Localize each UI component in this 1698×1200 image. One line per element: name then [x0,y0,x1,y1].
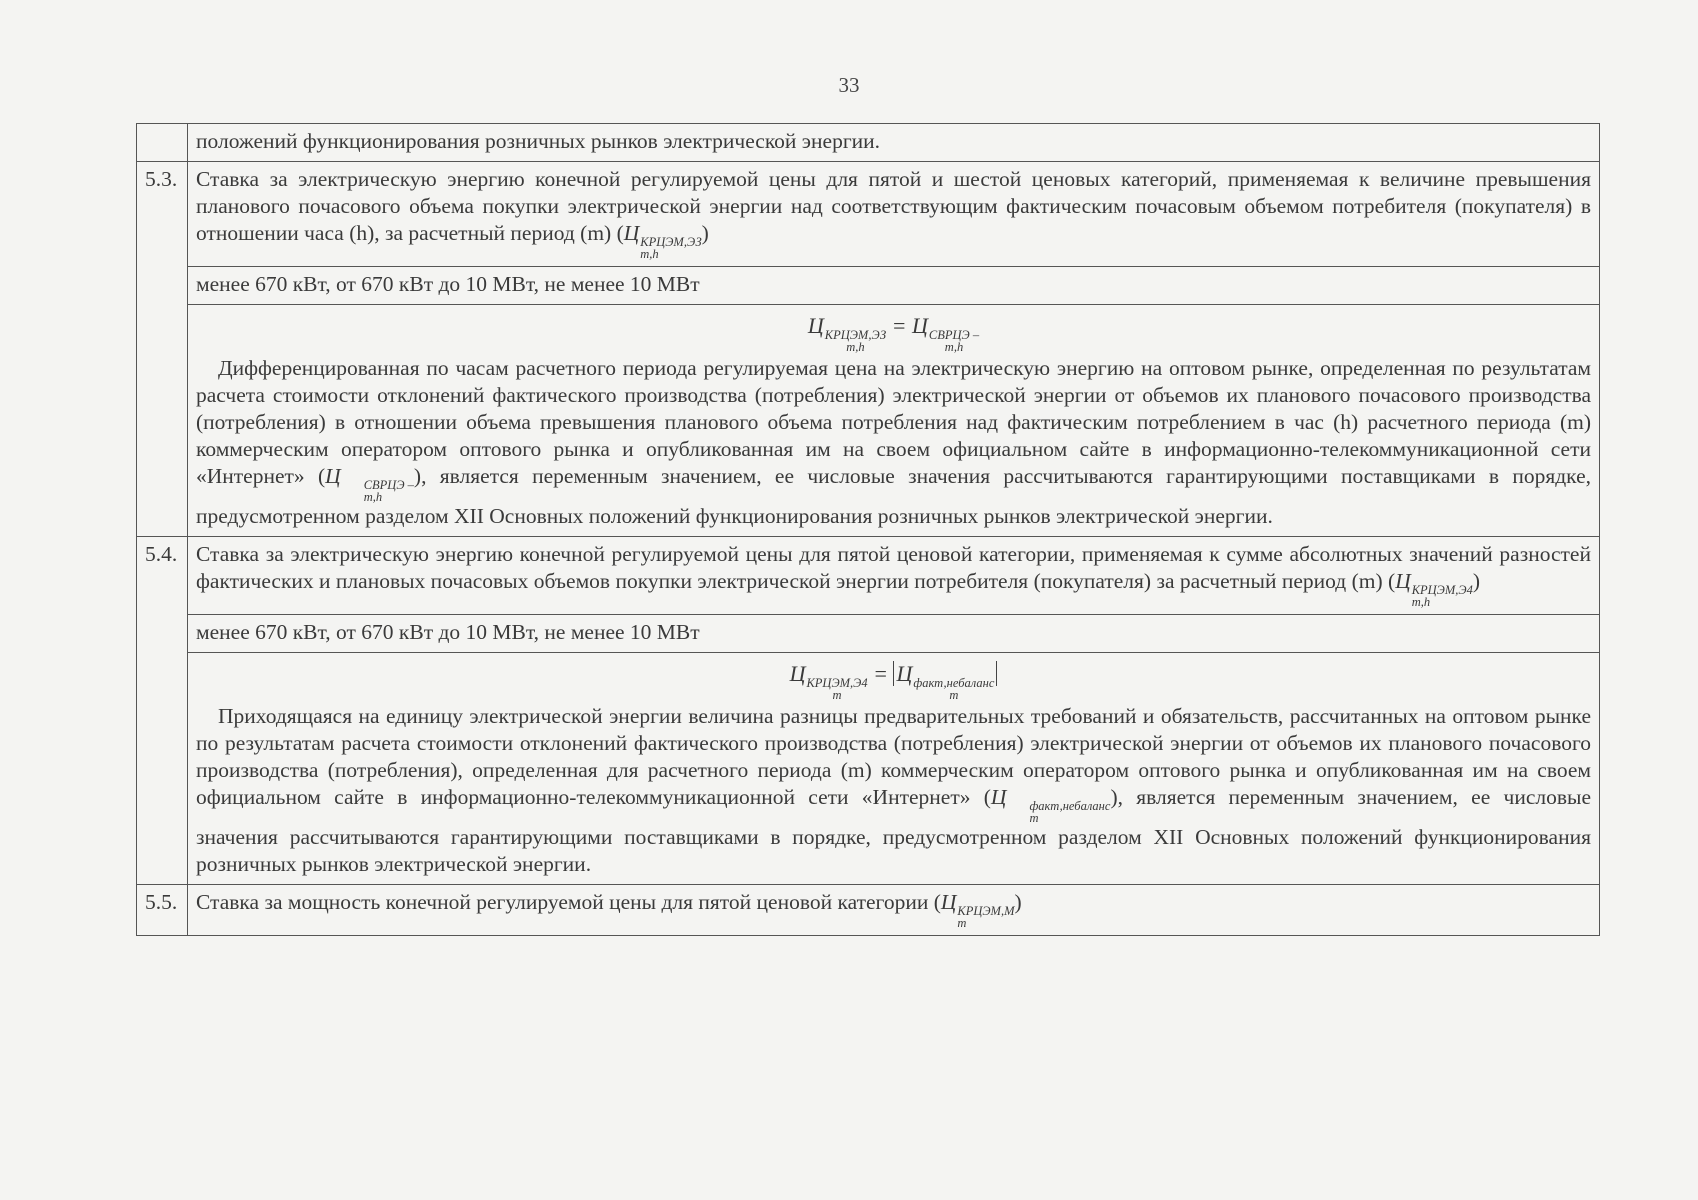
rate-5-4-desc-symbol: Ц [990,785,1007,809]
rate-5-4-desc-part2: ), является переменным значением, ее числовые значения рассчитываются гарантирующими поставщиками в порядке, предусмотренном разделом XII Основных положений функционирования розничных рынков электрической энергии. [196,785,1591,876]
rate-5-4-desc-sup: факт,небаланс [1029,799,1111,813]
rate-5-4-title [188,537,1600,615]
formula-5-3-left-sub: m,h [846,340,865,354]
rate-5-4-desc-part1: Приходящаяся на единицу электрической энергии величина разницы предварительных требований и обязательств, рассчитанных на оптовом рынке по результатам расчета стоимости отклонений фактического производства (потребления) электрической энергии от объемов их планового почасового производства (потребления), определенная для расчетного периода (m) коммерческим оператором оптового рынка и опубликованная им на своем официальном сайте в информационно-телекоммуникационной сети «Интернет» ( [196,704,1591,809]
table-row-5-4-formula [137,653,1600,885]
rate-5-5-title [188,885,1600,936]
rate-5-3-title-symbol: Ц [623,221,640,245]
rate-5-4-formula [196,657,1591,701]
rate-5-5-title-sub: m [957,916,967,930]
rate-5-3-formula-cell [188,305,1600,537]
formula-5-4-absolute-value [893,661,997,702]
rate-5-5-title-symbol: Ц [940,890,957,914]
rate-5-4-title-end: ) [1472,569,1481,593]
rate-5-3-desc-sub: m,h [363,490,383,504]
rate-5-4-title-sub: m,h [1411,595,1431,609]
formula-5-4-left-symbol: Ц [789,661,806,686]
rate-5-5-title-sup: КРЦЭМ,М [957,904,1015,918]
table-row-5-4-capacity [137,615,1600,653]
rate-5-4-description [196,703,1591,878]
table-row-continuation [137,124,1600,162]
table-row-5-4-title [137,537,1600,615]
rate-5-3-desc-sup: СВРЦЭ – [363,478,414,492]
rate-5-5-title-end: ) [1014,890,1022,914]
formula-5-4-right-sup: факт,небаланс [913,676,995,690]
rate-5-4-title-text: Ставка за электрическую энергию конечной регулируемой цены для пятой ценовой категории, применяемая к сумме абсолютных значений разностей фактических и плановых почасовых объемов покупки электрической энергии потребителя (покупателя) за расчетный период (m) ( [196,542,1591,593]
formula-5-3-left-symbol: Ц [807,313,824,338]
rate-5-3-formula [196,309,1591,353]
table-row-5-3-title [137,162,1600,267]
rate-5-3-desc-symbol: Ц [325,464,341,488]
formula-5-3-right-sub: m,h [944,340,964,354]
rate-5-3-title-end: ) [701,221,709,245]
rate-5-4-title-sup: КРЦЭМ,Э4 [1411,583,1473,597]
formula-5-4-right-sub: m [949,688,959,702]
rate-5-5-title-text: Ставка за мощность конечной регулируемой цены для пятой ценовой категории ( [196,890,941,914]
row-number-5-5: 5.5. [137,885,188,936]
row-number-5-3: 5.3. [137,162,188,537]
rate-5-3-desc-part2: ), является переменным значением, ее числовые значения рассчитываются гарантирующими поставщиками в порядке, предусмотренном разделом XII Основных положений функционирования розничных рынков электрической энергии. [196,464,1592,528]
formula-5-4-equals: = [873,661,888,686]
rate-5-4-formula-cell [188,653,1600,885]
rate-5-3-title-text: Ставка за электрическую энергию конечной регулируемой цены для пятой и шестой ценовых категорий, применяемая к величине превышения планового почасового объема покупки электрической энергии над соответствующим фактическим почасовым объемом потребителя (покупателя) в отношении часа (h), за расчетный период (m) ( [196,167,1591,245]
table-row-5-3-formula [137,305,1600,537]
rate-5-3-capacity: менее 670 кВт, от 670 кВт до 10 МВт, не менее 10 МВт [188,267,1600,305]
table-row-5-3-capacity [137,267,1600,305]
rate-5-4-capacity: менее 670 кВт, от 670 кВт до 10 МВт, не менее 10 МВт [188,615,1600,653]
continuation-text: положений функционирования розничных рынков электрической энергии. [188,124,1600,162]
tariff-table [136,123,1600,936]
formula-5-4-right-symbol: Ц [896,661,913,686]
formula-5-3-right-symbol: Ц [912,313,928,338]
rate-5-4-desc-sub: m [1029,811,1039,825]
page-number: 33 [838,73,860,97]
formula-5-3-left-sup: КРЦЭМ,ЭЗ [824,328,887,342]
rate-5-3-title-sup: КРЦЭМ,ЭЗ [640,235,702,249]
formula-5-3-right-sup: СВРЦЭ – [928,328,980,342]
row-number-5-4: 5.4. [137,537,188,885]
rate-5-3-title [188,162,1600,267]
row-number-empty [137,124,188,162]
formula-5-4-left-sub: m [832,688,842,702]
table-row-5-5 [137,885,1600,936]
rate-5-3-desc-part1: Дифференцированная по часам расчетного периода регулируемая цена на электрическую энергию на оптовом рынке, определенная по результатам расчета стоимости отклонений фактического производства (потребления) электрической энергии от объемов их планового почасового производства (потребления) в отношении объема превышения планового объема потребления над фактическим потреблением в час (h) расчетного периода (m) коммерческим оператором оптового рынка и опубликованная им на своем официальном сайте в информационно-телекоммуникационной сети «Интернет» ( [196,356,1591,488]
rate-5-3-description [196,355,1591,530]
formula-5-3-equals: = [891,313,907,338]
rate-5-4-title-symbol: Ц [1395,569,1411,593]
rate-5-3-title-sub: m,h [640,247,659,261]
formula-5-4-left-sup: КРЦЭМ,Э4 [806,676,868,690]
